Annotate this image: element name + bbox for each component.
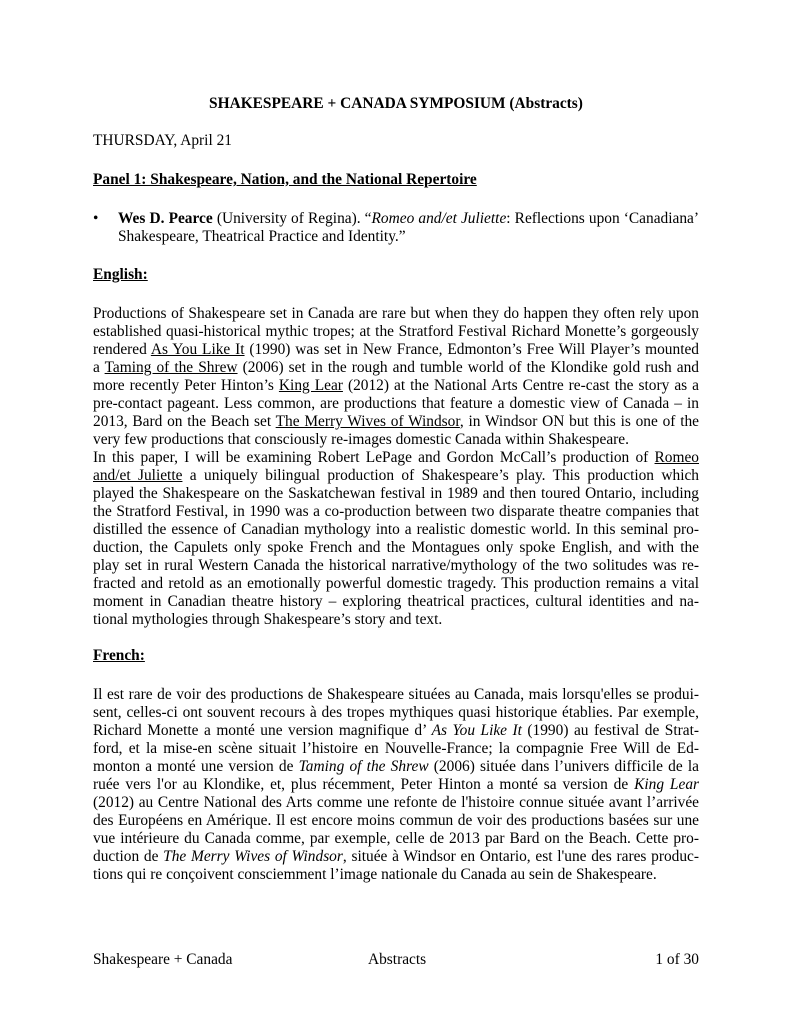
english-line: very few productions that consciously re-images domestic Canada within Shakespeare. — [93, 431, 629, 448]
english-line — [93, 449, 699, 467]
play-title-italic: The Merry Wives of Windsor — [163, 848, 343, 865]
text-run: (2012) at the National Arts Centre re-cast the story as a — [342, 377, 700, 394]
play-title-underlined: King Lear — [278, 377, 343, 394]
text-run: In this paper, I will be examining Robert LePage and Gordon McCall’s production of — [93, 449, 655, 466]
text-run: monton a monté une version de — [93, 758, 299, 775]
play-title-italic: As You Like It — [431, 722, 522, 739]
text-run: Richard Monette a monté une version magnifique d’ — [93, 722, 432, 739]
french-line: des Européens en Amérique. Il est encore moins commun de voir des productions basées sur une — [93, 812, 699, 829]
text-run: duction de — [93, 848, 164, 865]
french-line: Il est rare de voir des productions de Shakespeare situées au Canada, mais lorsqu'elles se produi- — [93, 686, 699, 703]
text-run: (1990) was set in New France, Edmonton’s Free Will Player’s mounted — [244, 341, 699, 358]
session-day: THURSDAY, April 21 — [93, 132, 232, 149]
presenter-name: Wes D. Pearce — [118, 210, 213, 227]
english-line — [93, 341, 699, 359]
text-run: a uniquely bilingual production of Shakespeare’s play. This production which — [182, 467, 699, 484]
play-title-underlined: As You Like It — [150, 341, 245, 358]
english-line: fracted and retold as an emotionally powerful domestic tragedy. This production remains a vital — [93, 575, 699, 592]
english-line: play set in rural Western Canada the historical narrative/mythology of the two solitudes was re- — [93, 557, 699, 574]
french-line: (2012) au Centre National des Arts comme une refonte de l'histoire connue située avant l’arrivée — [93, 794, 699, 811]
play-title-underlined: Taming of the Shrew — [104, 359, 238, 376]
play-title-underlined: The Merry Wives of Windsor — [275, 413, 460, 430]
play-title-italic: Taming of the Shrew — [298, 758, 429, 775]
english-line: Productions of Shakespeare set in Canada are rare but when they do happen they often rely upon — [93, 305, 699, 322]
french-line: ford, et la mise-en scène situait l’histoire en Nouvelle-France; la compagnie Free Will de Ed- — [93, 740, 699, 757]
english-line: distilled the essence of Canadian mythology into a realistic domestic world. In this seminal pro- — [93, 521, 699, 538]
presenter-line-2: Shakespeare, Theatrical Practice and Identity.” — [118, 228, 406, 245]
text-run: , située à Windsor en Ontario, est l'une des rares produc- — [342, 848, 699, 865]
paper-title-rest: : Reflections upon ‘Canadiana’ — [506, 210, 699, 227]
footer-center: Abstracts — [368, 951, 427, 968]
english-line — [93, 377, 699, 395]
english-line: the Stratford Festival, in 1990 was a co-production between two disparate theatre companies that — [93, 503, 699, 520]
play-title-underlined: and/et Juliette — [93, 467, 183, 484]
english-heading: English: — [93, 266, 148, 283]
paper-title-italic: Romeo and/et Juliette — [371, 210, 507, 227]
french-line — [93, 722, 699, 740]
footer-left: Shakespeare + Canada — [93, 951, 233, 968]
presenter-entry — [93, 210, 699, 246]
english-line — [93, 467, 699, 485]
text-run: 2013, Bard on the Beach set — [93, 413, 276, 430]
english-abstract — [93, 305, 699, 629]
french-line: tions qui re conçoivent consciemment l’image nationale du Canada au sein de Shakespeare. — [93, 866, 657, 883]
french-line — [93, 848, 699, 866]
french-line — [93, 776, 699, 794]
english-line — [93, 359, 699, 377]
play-title-underlined: Romeo — [654, 449, 699, 466]
text-run: a — [93, 359, 105, 376]
english-line: moment in Canadian theatre history – exploring theatrical practices, cultural identities and na- — [93, 593, 699, 610]
text-run: rendered — [93, 341, 151, 358]
text-run: (2006) set in the rough and tumble world of the Klondike gold rush and — [237, 359, 699, 376]
text-run: , in Windsor ON but this is one of the — [459, 413, 699, 430]
text-run: (2006) située dans l’univers difficile de la — [428, 758, 699, 775]
english-line: pre-contact pageant. Less common, are productions that feature a domestic view of Canada – in — [93, 395, 699, 412]
page-number: 1 of 30 — [655, 951, 699, 968]
french-abstract — [93, 686, 699, 884]
french-line: sent, celles-ci ont souvent recours à des tropes mythiques quasi historique établies. Par exemple, — [93, 704, 699, 721]
french-line — [93, 758, 699, 776]
play-title-italic: King Lear — [634, 776, 700, 793]
french-heading: French: — [93, 647, 145, 664]
english-line — [93, 413, 699, 431]
text-run: more recently Peter Hinton’s — [93, 377, 279, 394]
french-line: vue intérieure du Canada comme, par exemple, celle de 2013 par Bard on the Beach. Cette pro- — [93, 830, 699, 847]
presenter-affiliation: (University of Regina). “ — [212, 210, 372, 227]
english-line: established quasi-historical mythic tropes; at the Stratford Festival Richard Monette’s gorgeously — [93, 323, 699, 340]
english-line: played the Shakespeare on the Saskatchewan festival in 1989 and then toured Ontario, including — [93, 485, 699, 502]
bullet-marker: • — [93, 210, 99, 227]
text-run: (1990) au festival de Strat- — [521, 722, 699, 739]
text-run: ruée vers l'or au Klondike, et, plus récemment, Peter Hinton a monté sa version de — [93, 776, 635, 793]
panel-heading: Panel 1: Shakespeare, Nation, and the National Repertoire — [93, 171, 477, 188]
document-title: SHAKESPEARE + CANADA SYMPOSIUM (Abstracts) — [209, 95, 583, 112]
presenter-text — [118, 210, 699, 246]
page-footer — [93, 951, 699, 969]
english-line: tional mythologies through Shakespeare’s story and text. — [93, 611, 443, 628]
english-line: duction, the Capulets only spoke French and the Montagues only spoke English, and with the — [93, 539, 699, 556]
presenter-line-1 — [118, 210, 699, 228]
